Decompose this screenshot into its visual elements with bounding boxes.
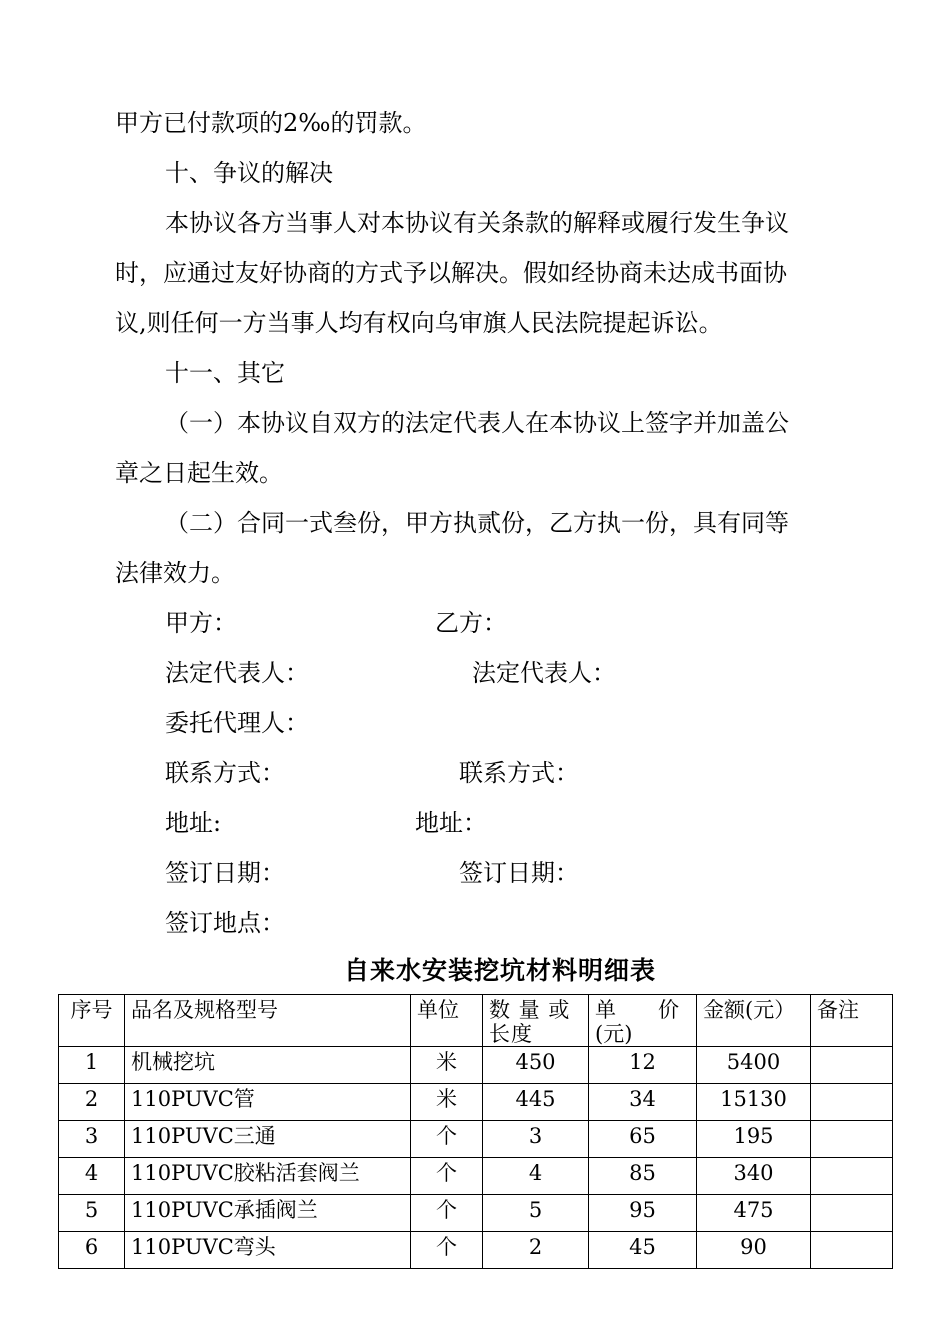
table-cell: 95 xyxy=(589,1195,697,1232)
date-a-label: 签订日期： xyxy=(165,859,285,887)
table-cell: 个 xyxy=(411,1232,483,1269)
table-row xyxy=(59,1195,893,1232)
table-cell: 15130 xyxy=(697,1084,811,1121)
table-cell xyxy=(811,1232,893,1269)
table-cell: 65 xyxy=(589,1121,697,1158)
table-cell: 110PUVC胶粘活套阀兰 xyxy=(125,1158,411,1195)
table-cell: 米 xyxy=(411,1047,483,1084)
contact-a-label: 联系方式： xyxy=(165,759,285,787)
table-cell: 450 xyxy=(483,1047,589,1084)
table-cell: 12 xyxy=(589,1047,697,1084)
table-cell: 195 xyxy=(697,1121,811,1158)
table-cell: 个 xyxy=(411,1195,483,1232)
table-cell xyxy=(811,1195,893,1232)
dispute-paragraph-line-2: 时，应通过友好协商的方式予以解决。假如经协商未达成书面协 xyxy=(115,259,787,287)
address-a-label: 地址: xyxy=(165,809,222,837)
table-cell xyxy=(811,1047,893,1084)
table-cell: 1 xyxy=(59,1047,125,1084)
table-cell: 5400 xyxy=(697,1047,811,1084)
section-11-heading: 十一、其它 xyxy=(165,359,285,387)
header-cell: 数 量 或 长度 xyxy=(483,995,589,1047)
table-cell: 5 xyxy=(59,1195,125,1232)
header-cell: 单位 xyxy=(411,995,483,1047)
dispute-paragraph-line-3: 议,则任何一方当事人均有权向乌审旗人民法院提起诉讼。 xyxy=(115,309,723,337)
header-cell: 备注 xyxy=(811,995,893,1047)
table-row xyxy=(59,1232,893,1269)
table-row xyxy=(59,1084,893,1121)
materials-table-title: 自来水安装挖坑材料明细表 xyxy=(343,956,656,985)
materials-table xyxy=(58,994,893,1269)
table-cell: 2 xyxy=(483,1232,589,1269)
party-b-label: 乙方： xyxy=(435,609,507,637)
table-cell xyxy=(811,1121,893,1158)
table-cell: 475 xyxy=(697,1195,811,1232)
table-cell: 个 xyxy=(411,1121,483,1158)
table-cell: 110PUVC弯头 xyxy=(125,1232,411,1269)
section-10-heading: 十、争议的解决 xyxy=(165,159,333,187)
table-cell: 5 xyxy=(483,1195,589,1232)
address-b-label: 地址： xyxy=(415,809,487,837)
table-cell: 米 xyxy=(411,1084,483,1121)
table-row xyxy=(59,1121,893,1158)
agent-a-label: 委托代理人： xyxy=(165,709,309,737)
header-cell: 单 价 (元) xyxy=(589,995,697,1047)
clause-2-line-2: 法律效力。 xyxy=(115,559,235,587)
table-cell: 机械挖坑 xyxy=(125,1047,411,1084)
legal-rep-a-label: 法定代表人： xyxy=(165,659,309,687)
table-header-row xyxy=(59,995,893,1047)
header-cell: 序号 xyxy=(59,995,125,1047)
date-b-label: 签订日期： xyxy=(459,859,579,887)
table-cell: 个 xyxy=(411,1158,483,1195)
clause-1-line-1: （一）本协议自双方的法定代表人在本协议上签字并加盖公 xyxy=(165,409,789,437)
table-cell: 34 xyxy=(589,1084,697,1121)
legal-rep-b-label: 法定代表人： xyxy=(472,659,616,687)
party-a-label: 甲方： xyxy=(165,609,237,637)
clause-2-line-1: （二）合同一式叁份，甲方执贰份，乙方执一份，具有同等 xyxy=(165,509,789,537)
table-cell: 4 xyxy=(59,1158,125,1195)
table-cell xyxy=(811,1084,893,1121)
table-cell: 6 xyxy=(59,1232,125,1269)
place-a-label: 签订地点： xyxy=(165,909,285,937)
penalty-clause-line: 甲方已付款项的2‰的罚款。 xyxy=(115,109,427,137)
table-row xyxy=(59,1158,893,1195)
clause-1-line-2: 章之日起生效。 xyxy=(115,459,283,487)
table-row xyxy=(59,1047,893,1084)
header-cell: 品名及规格型号 xyxy=(125,995,411,1047)
dispute-paragraph-line-1: 本协议各方当事人对本协议有关条款的解释或履行发生争议 xyxy=(165,209,789,237)
table-cell xyxy=(811,1158,893,1195)
table-cell: 4 xyxy=(483,1158,589,1195)
table-cell: 110PUVC三通 xyxy=(125,1121,411,1158)
table-cell: 445 xyxy=(483,1084,589,1121)
table-cell: 110PUVC管 xyxy=(125,1084,411,1121)
table-cell: 90 xyxy=(697,1232,811,1269)
table-cell: 340 xyxy=(697,1158,811,1195)
table-cell: 3 xyxy=(483,1121,589,1158)
table-cell: 3 xyxy=(59,1121,125,1158)
table-cell: 110PUVC承插阀兰 xyxy=(125,1195,411,1232)
contact-b-label: 联系方式： xyxy=(459,759,579,787)
header-cell: 金额(元） xyxy=(697,995,811,1047)
table-cell: 85 xyxy=(589,1158,697,1195)
table-cell: 2 xyxy=(59,1084,125,1121)
table-cell: 45 xyxy=(589,1232,697,1269)
